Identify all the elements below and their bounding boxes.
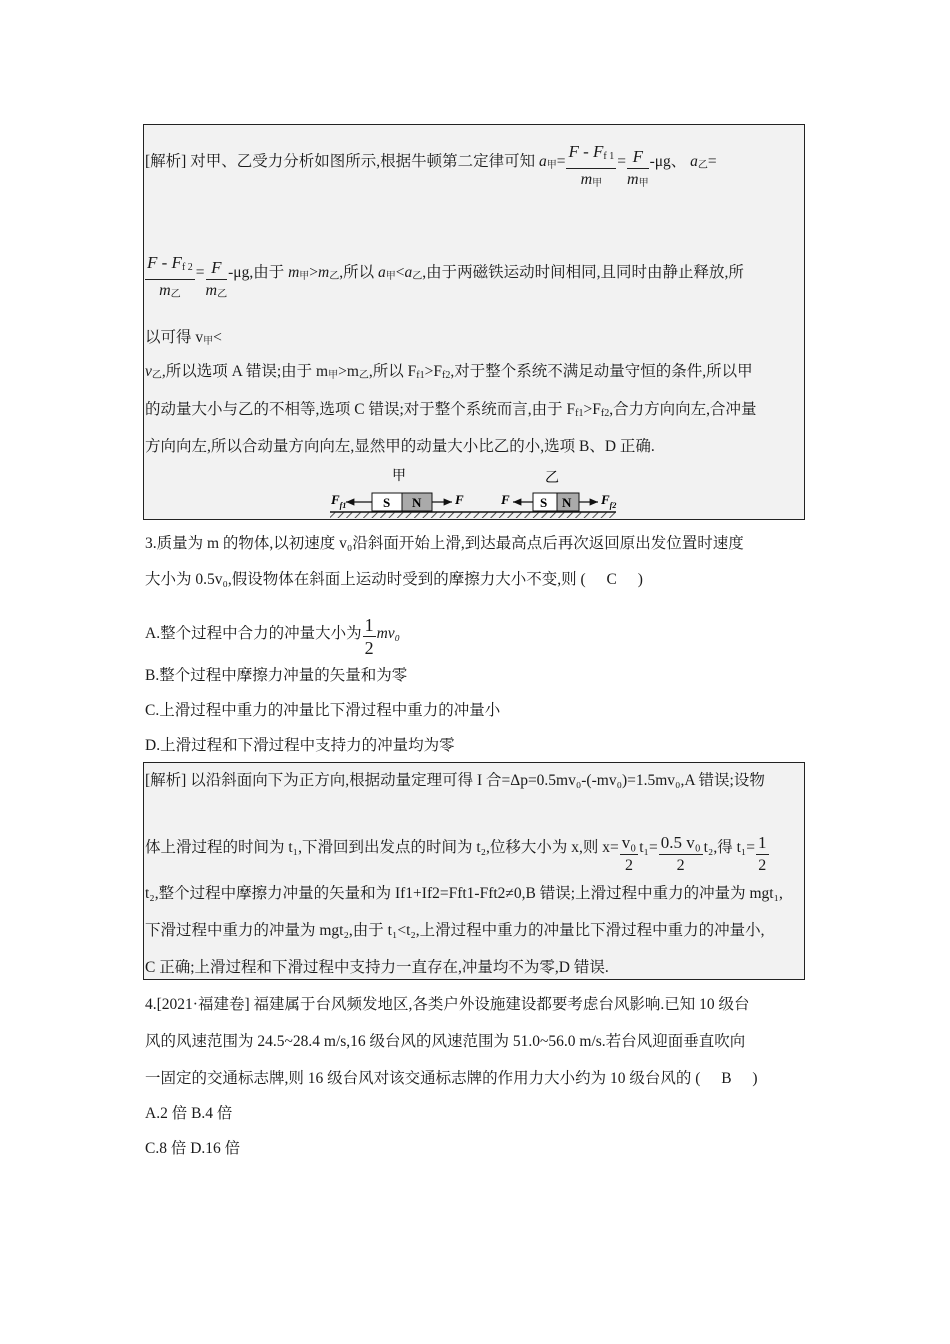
analysis1-line2: $\frac{F - F_{f 2}}{m_乙}$ = $\frac{F}{m_乙}$ -μg,由于 $m_甲>m_乙$,所以 $a_甲<a_乙$,由于两磁铁运动时间相同,且同时由静止释放,所 [145, 252, 744, 306]
q3-option-a: A.整个过程中合力的冲量大小为 $\frac{1}{2}$ mv₀ [145, 615, 401, 658]
fraction: $\frac{\text{v₀}}{2}$ [621, 833, 637, 874]
analysis2-line2: 体上滑过程的时间为 t₁,下滑回到出发点的时间为 t₂,位移大小为 x,则 x= $\frac{\text{v₀}}{2}$ t₁= $\frac{\text{0.5 v₀}}{2}$ t₂,得 t₁= $\frac{1}{2}$ [145, 832, 770, 877]
q4-answer: B [721, 1070, 732, 1087]
analysis-tag: [解析] [145, 153, 187, 170]
svg-text:F: F [455, 492, 464, 507]
analysis1-line1: [解析] 对甲、乙受力分析如图所示,根据牛顿第二定律可知 $a_甲=$ $\frac{F - F_{f 1}}{m_甲}$ = $\frac{F}{m_甲}$ -μg、 $a_乙=$ [145, 141, 717, 195]
q3-option-c: C.上滑过程中重力的冲量比下滑过程中重力的冲量小 [145, 702, 501, 719]
q3-stem-line2: 大小为 0.5v₀,假设物体在斜面上运动时受到的摩擦力大小不变,则 ( C ) [145, 569, 643, 591]
q4-options-ab: A.2 倍 B.4 倍 [145, 1105, 233, 1122]
fraction: $\frac{1}{2}$ [364, 615, 374, 658]
analysis1-line6: 方向向左,所以合动量方向向左,显然甲的动量大小比乙的小,选项 B、D 正确. [145, 438, 655, 455]
svg-text:Ff1: $F_{f1}$ [331, 492, 347, 510]
fraction: $\frac{F - F_{f 1}}{m_甲}$ [568, 142, 615, 189]
q3-stem-line1: 3.质量为 m 的物体,以初速度 v₀沿斜面开始上滑,到达最高点后再次返回原出发位置时速度 [145, 535, 744, 552]
svg-text:S: S [383, 495, 391, 510]
q3-option-d: D.上滑过程和下滑过程中支持力的冲量均为零 [145, 737, 455, 754]
analysis1-line5: 的动量大小与乙的不相等,选项 C 错误;对于整个系统而言,由于 $F_{f1}>F_{f2}$,合力方向向左,合冲量 [145, 401, 757, 419]
label-yi: 乙 [545, 471, 559, 486]
fraction: $\frac{F}{m_乙}$ [205, 258, 228, 300]
analysis1-line4: $v_乙$,所以选项 A 错误;由于 $m_甲>m_乙$,所以 $F_{f1}>F_{f2}$,对于整个系统不满足动量守恒的条件,所以甲 [145, 363, 753, 381]
analysis2-line3: t₂,整个过程中摩擦力冲量的矢量和为 If1+If2=Fft1-Fft2≠0,B 错误;上滑过程中重力的冲量为 mgt₁, [145, 885, 783, 902]
q4-stem-line1: 4.[2021·福建卷] 福建属于台风频发地区,各类户外设施建设都要考虑台风影响.已知 10 级台 [145, 996, 750, 1013]
fraction: $\frac{F - F_{f 2}}{m_乙}$ [147, 253, 193, 300]
force-diagram [330, 466, 620, 518]
q4-stem-line3: 一固定的交通标志牌,则 16 级台风对该交通标志牌的作用力大小约为 10 级台风的 ( B ) [145, 1068, 758, 1090]
svg-text:Ff2: $F_{f2}$ [601, 492, 617, 510]
fraction: $\frac{F}{m_甲}$ [627, 147, 649, 189]
q3-option-b: B.整个过程中摩擦力冲量的矢量和为零 [145, 667, 408, 684]
analysis2-line1: [解析] 以沿斜面向下为正方向,根据动量定理可得 I 合=Δp=0.5mv₀-(-mv₀)=1.5mv₀,A 错误;设物 [145, 772, 765, 789]
analysis2-line5: C 正确;上滑过程和下滑过程中支持力一直存在,冲量均不为零,D 错误. [145, 959, 609, 976]
analysis2-line4: 下滑过程中重力的冲量为 mgt₂,由于 t₁<t₂,上滑过程中重力的冲量比下滑过程中重力的冲量小, [145, 922, 765, 939]
svg-text:F: F [501, 492, 510, 507]
q4-options-cd: C.8 倍 D.16 倍 [145, 1140, 241, 1157]
svg-text:N: N [562, 495, 572, 510]
q4-stem-line2: 风的风速范围为 24.5~28.4 m/s,16 级台风的风速范围为 51.0~56.0 m/s.若台风迎面垂直吹向 [145, 1033, 746, 1050]
svg-text:S: S [540, 495, 548, 510]
label-jia: 甲 [392, 469, 406, 484]
q3-answer: C [606, 571, 617, 588]
fraction: $\frac{1}{2}$ [758, 833, 767, 874]
analysis1-line3: 以可得 $v_甲<$ [145, 329, 222, 347]
fraction: $\frac{\text{0.5 v₀}}{2}$ [660, 833, 701, 874]
svg-text:N: N [412, 495, 422, 510]
